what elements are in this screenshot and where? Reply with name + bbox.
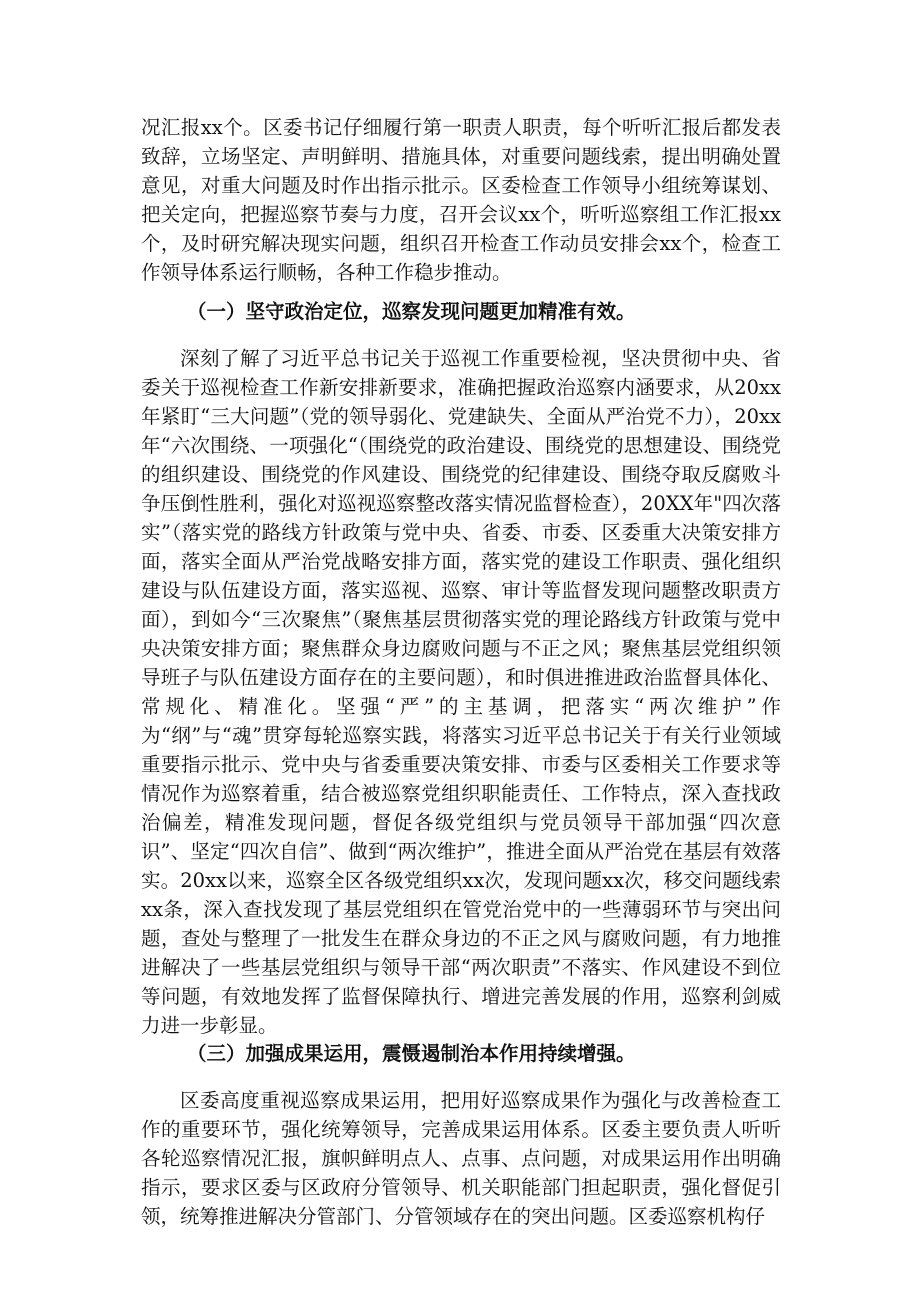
body-paragraph: 况汇报xx个。区委书记仔细履行第一职责人职责，每个听听汇报后都发表致辞，立场坚定、声明鲜明、措施具体，对重要问题线索，提出明确处置意见，对重大问题及时作出指示批示。区委检查工作领导小组统筹谋划、把关定向，把握巡察节奏与力度，召开会议xx个，听听巡察组工作汇报xx个，及时研究解决现实问题，组织召开检查工作动员安排会xx个，检查工作领导体系运行顺畅，各种工作稳步推动。: [141, 116, 781, 284]
section-heading: （一）坚守政治定位，巡察发现问题更加精准有效。: [187, 300, 636, 323]
section-heading: （三）加强成果运用，震慑遏制治本作用持续增强。: [187, 1042, 636, 1065]
body-paragraph: 深刻了解了习近平总书记关于巡视工作重要检视，坚决贯彻中央、省委关于巡视检查工作新安排新要求，准确把握政治巡察内涵要求，从20xx年紧盯“三大问题”（党的领导弱化、党建缺失、全面从严治党不力），20xx年“六次围绕、一项强化“（围绕党的政治建设、围绕党的思想建设、围绕党的组织建设、围绕党的作风建设、围绕党的纪律建设、围绕夺取反腐败斗争压倒性胜利，强化对巡视巡察整改落实情况监督检查），20XX年"四次落实”（落实党的路线方针政策与党中央、省委、市委、区委重大决策安排方面，落实全面从严治党战略安排方面，落实党的建设工作职责、强化组织建设与队伍建设方面，落实巡视、巡察、审计等监督发现问题整改职责方面），到如今“三次聚焦”（聚焦基层贯彻落实党的理论路线方针政策与党中央决策安排方面；聚焦群众身边腐败问题与不正之风；聚焦基层党组织领导班子与队伍建设方面存在的主要问题），和时俱进推进政治监督具体化、常规化、精准化。坚强“严”的主基调，把落实“两次维护”作为“纲”与“魂”贯穿每轮巡察实践，将落实习近平总书记关于有关行业领域重要指示批示、党中央与省委重要决策安排、市委与区委相关工作要求等情况作为巡察着重，结合被巡察党组织职能责任、工作特点，深入查找政治偏差，精准发现问题，督促各级党组织与党员领导干部加强“四次意识”、坚定“四次自信”、做到“两次维护”，推进全面从严治党在基层有效落实。20xx以来，巡察全区各级党组织xx次，发现问题xx次，移交问题线索xx条，深入查找发现了基层党组织在管党治党中的一些薄弱环节与突出问题，查处与整理了一批发生在群众身边的不正之风与腐败问题，有力地推进解决了一些基层党组织与领导干部“两次职责”不落实、作风建设不到位等问题，有效地发挥了监督保障执行、增进完善发展的作用，巡察利剑威力进一步彰显。: [141, 347, 781, 1037]
body-paragraph: 区委高度重视巡察成果运用，把用好巡察成果作为强化与改善检查工作的重要环节，强化统筹领导，完善成果运用体系。区委主要负责人听听各轮巡察情况汇报，旗帜鲜明点人、点事、点问题，对成果运用作出明确指示，要求区委与区政府分管领导、机关职能部门担起职责，强化督促引领，统筹推进解决分管部门、分管领域存在的突出问题。区委巡察机构仔: [141, 1089, 781, 1228]
